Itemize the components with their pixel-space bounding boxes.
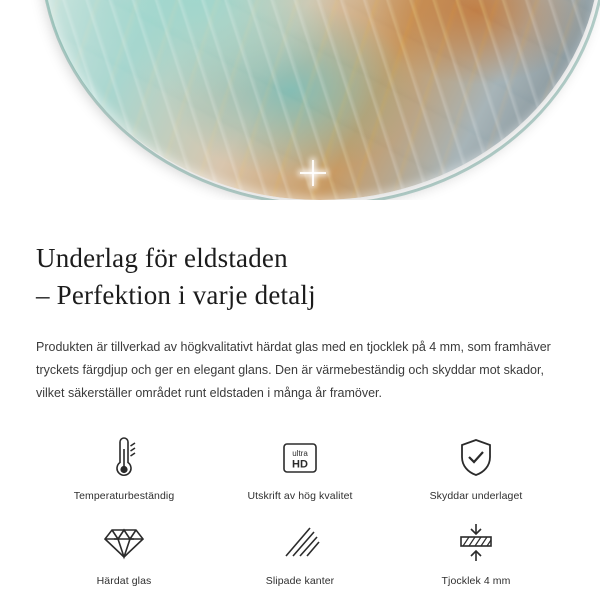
thickness-arrows-icon	[456, 520, 496, 566]
svg-text:HD: HD	[292, 458, 308, 471]
feature-label: Slipade kanter	[265, 575, 335, 587]
feature-label: Utskrift av hög kvalitet	[247, 490, 353, 502]
page-title	[36, 240, 564, 314]
feature-protects-surface	[388, 435, 564, 502]
feature-high-quality-print	[212, 435, 388, 502]
headline-line-1: Underlag för eldstaden	[36, 243, 288, 273]
svg-text:ultra: ultra	[292, 449, 308, 458]
thermometer-icon	[107, 435, 141, 481]
feature-tempered-glass	[36, 520, 212, 587]
feature-label: Skyddar underlaget	[429, 490, 523, 502]
body-paragraph: Produkten är tillverkad av högkvalitativt härdat glas med en tjocklek på 4 mm, som framhäver tryckets färgdjup och ger en elegant glans. Den är värmebeständig och skyddar mot skador, vilket säkerställer området runt eldstaden i många år framöver.	[36, 340, 551, 400]
polished-edges-icon	[280, 520, 320, 566]
headline-line-2: – Perfektion i varje detalj	[36, 280, 316, 310]
feature-label: Härdat glas	[96, 575, 152, 587]
feature-label: Tjocklek 4 mm	[441, 575, 511, 587]
feature-polished-edges	[212, 520, 388, 587]
diamond-icon	[103, 520, 145, 566]
feature-label: Temperaturbeständig	[73, 490, 175, 502]
feature-grid	[36, 435, 564, 587]
feature-thickness	[388, 520, 564, 587]
marble-glass-disc	[40, 0, 600, 200]
feature-temperature-resistant	[36, 435, 212, 502]
shield-check-icon	[457, 435, 495, 481]
ultra-hd-icon	[280, 435, 320, 481]
content-area	[0, 240, 600, 587]
hero-image	[0, 0, 600, 200]
